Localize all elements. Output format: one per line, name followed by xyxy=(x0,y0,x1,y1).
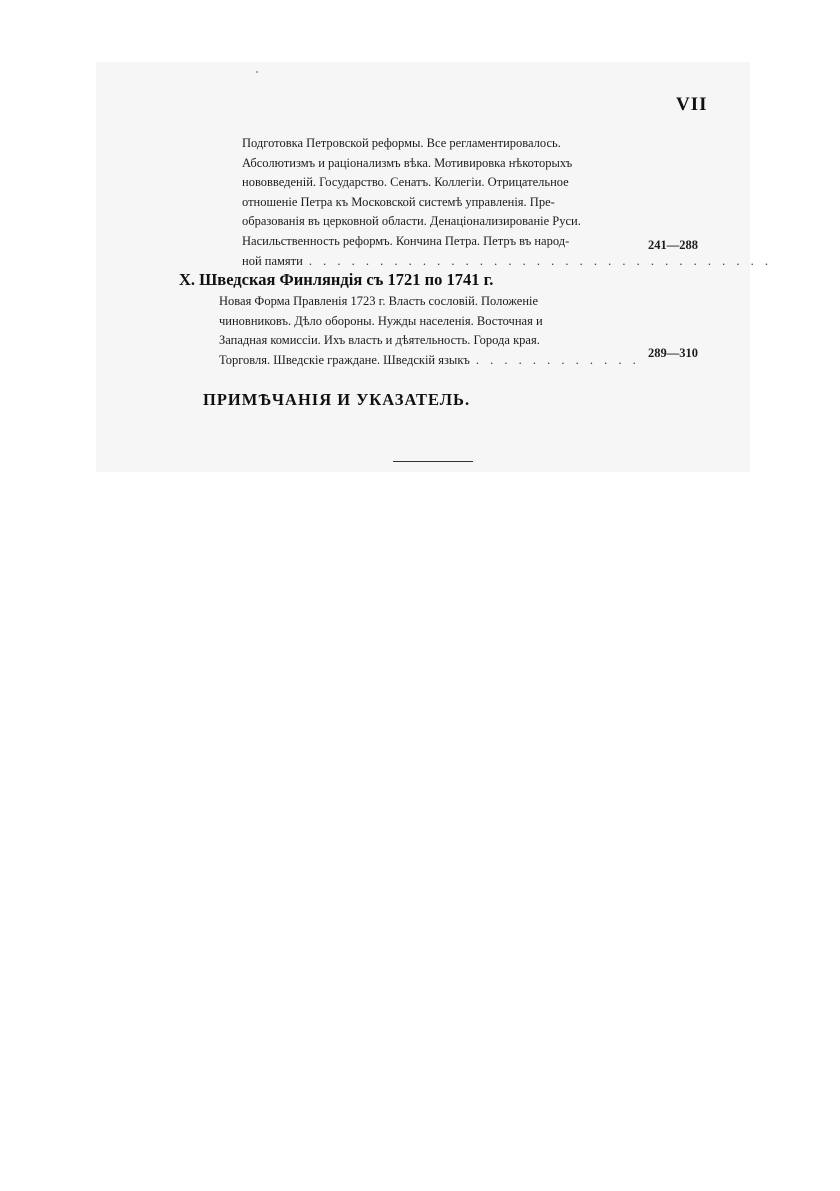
notes-and-index-heading: ПРИМѢЧАНІЯ И УКАЗАТЕЛЬ. xyxy=(203,390,471,409)
text-line: образованія въ церковной области. Денаціонализированіе Руси. xyxy=(242,214,581,229)
text-line: Западная комиссіи. Ихъ власть и дѣятельность. Города края. xyxy=(219,333,540,348)
text-line: отношеніе Петра къ Московской системѣ управленія. Пре- xyxy=(242,194,555,209)
chapter-x-heading: X. Шведская Финляндія съ 1721 по 1741 г. xyxy=(179,270,494,289)
text-line: Насильственность реформъ. Кончина Петра. Петръ въ народ- xyxy=(242,233,570,248)
text-line: Новая Форма Правленія 1723 г. Власть сословій. Положеніе xyxy=(219,294,539,308)
text-line-last-text: Торговля. Шведскіе граждане. Шведскій языкъ xyxy=(219,352,470,367)
page-number: VII xyxy=(676,94,708,115)
text-line-last xyxy=(219,351,640,371)
chapter-x-description xyxy=(219,292,640,370)
text-line: нововведеній. Государство. Сенатъ. Коллегіи. Отрицательное xyxy=(242,175,569,190)
text-line: Абсолютизмъ и раціонализмъ вѣка. Мотивировка нѣкоторыхъ xyxy=(242,155,573,170)
dot-leader: . . . . . . . . . . . . xyxy=(475,352,640,367)
text-line-last xyxy=(242,252,772,272)
dot-leader: . . . . . . . . . . . . . . . . . . . . . . . . . . . . . . . . . xyxy=(308,253,772,268)
text-line-last-text: ной памяти xyxy=(242,253,303,268)
closing-rule xyxy=(393,461,473,462)
section-1-page-range: 241—288 xyxy=(648,238,698,252)
text-line: чиновниковъ. Дѣло обороны. Нужды населенія. Восточная и xyxy=(219,313,543,328)
scan-speck xyxy=(256,71,258,73)
chapter-x-page-range: 289—310 xyxy=(648,346,698,360)
text-line: Подготовка Петровской реформы. Все регламентировалось. xyxy=(242,136,561,150)
